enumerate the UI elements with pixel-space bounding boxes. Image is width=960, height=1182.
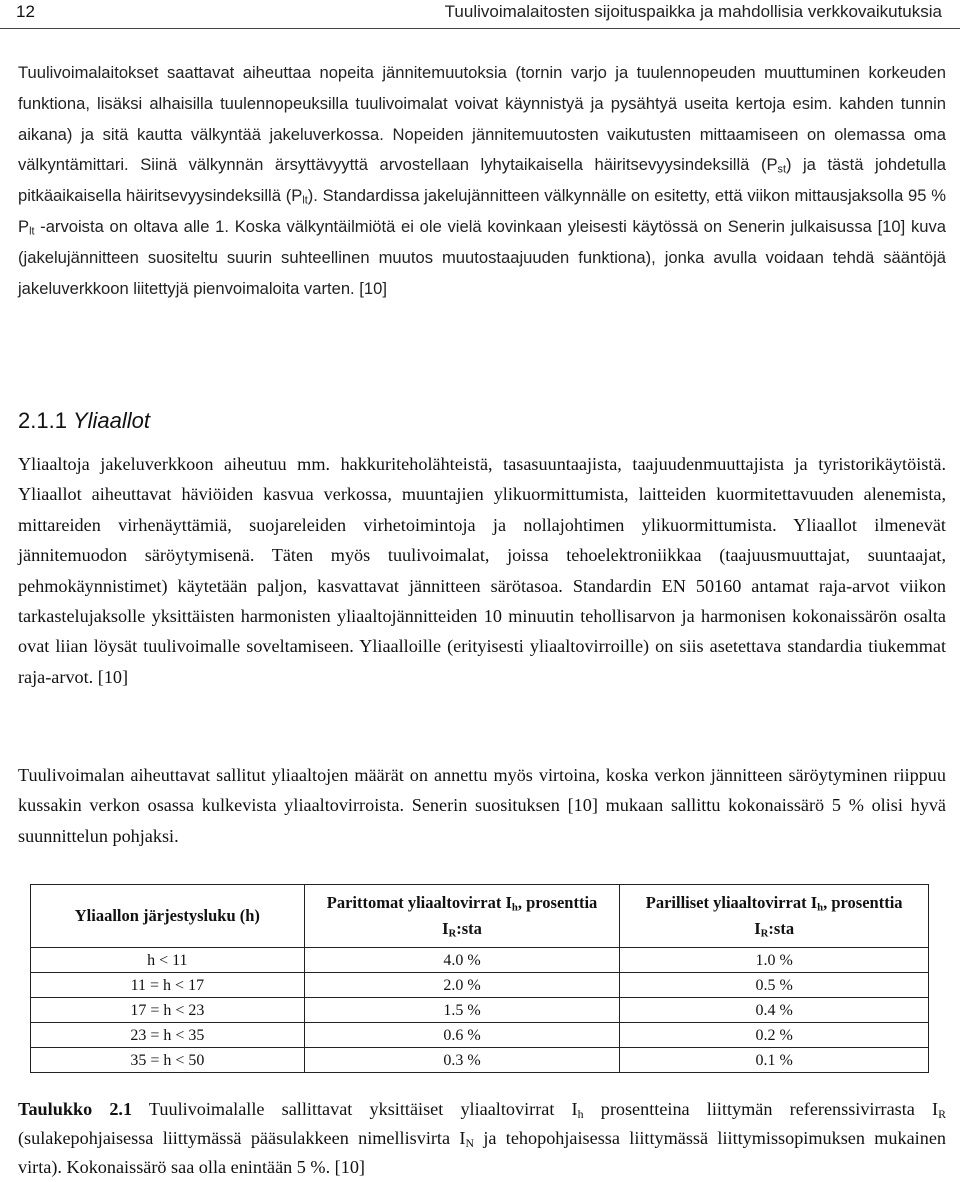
header-text: Parittomat yliaaltovirrat I — [326, 893, 512, 912]
cell-even: 0.2 % — [620, 1023, 929, 1048]
header-sub: R — [760, 927, 769, 940]
section-heading — [18, 408, 150, 434]
caption-label: Taulukko 2.1 — [18, 1099, 133, 1119]
caption-text-3: (sulakepohjaisessa liittymässä pääsulakkeen nimellisvirta I — [18, 1128, 466, 1148]
subscript-st: st — [777, 164, 786, 177]
header-sub: h — [511, 901, 518, 914]
flicker-text-2: ) ja tästä johdetulla pitkäaikaisella häiritsevyysindeksillä (P — [18, 155, 947, 206]
cell-order: 11 = h < 17 — [31, 973, 305, 998]
page-number: 12 — [16, 2, 35, 21]
caption-text-1: Tuulivoimalalle sallittavat yksittäiset yliaaltovirrat I — [132, 1099, 578, 1119]
header-rule — [0, 28, 960, 29]
cell-even: 0.1 % — [620, 1048, 929, 1073]
cell-even: 0.5 % — [620, 973, 929, 998]
table-row — [31, 998, 929, 1023]
header-sub: R — [448, 927, 457, 940]
flicker-text-3: ). Standardissa jakelujännitteen välkynnälle on esitetty, että viikon mittausjaksolla 95 % P — [18, 186, 946, 236]
table-row — [31, 1023, 929, 1048]
table-row — [31, 1048, 929, 1073]
cell-even: 1.0 % — [620, 948, 929, 973]
table-header-row — [31, 885, 929, 948]
caption-text-2: prosentteina liittymän referenssivirrasta I — [583, 1099, 939, 1119]
cell-odd: 4.0 % — [304, 948, 620, 973]
cell-order: 35 = h < 50 — [31, 1048, 305, 1073]
harmonics-paragraph-1: Yliaaltoja jakeluverkkoon aiheutuu mm. hakkuriteholähteistä, tasasuuntaajista, taajuudenmuuttajista ja tyristorikäytöistä. Yliaallot aiheuttavat häviöiden kasvua verkossa, muuntajien ylikuormittumista, laitteiden kuormitettavuuden alenemista, mittareiden virhenäyttämiä, suojareleiden virhetoimintoja ja nollajohtimen ylikuormittumista. Yliaallot ilmenevät jännitemuodon säröytymisenä. Täten myös tuulivoimalat, joissa tehoelektroniikkaa (taajuusmuuttajat, suuntaajat, pehmokäynnistimet) käytetään paljon, kasvattavat jännitteen särötasoa. Standardin EN 50160 antamat raja-arvot viikon tarkastelujaksolle yksittäisten harmonisten yliaaltojännitteiden 10 minuutin tehollisarvon ja harmonisen kokonaissärön osalta ovat liian löysät tuulivoimalle soveltamiseen. Yliaalloille (erityisesti yliaaltovirroille) on siis asetettava standardia tiukemmat raja-arvot. [10] — [18, 454, 946, 687]
running-title: Tuulivoimalaitosten sijoituspaikka ja mahdollisia verkkovaikutuksia — [444, 2, 942, 21]
flicker-text-4: -arvoista on oltava alle 1. Koska välkyntäilmiötä ei ole vielä kovinkaan yleisesti käytössä on Senerin julkaisussa [10] kuva (jakelujännitteen suositeltu suurin suhteellinen muutos muutostaajuuden funktiona), jonka avulla voidaan tehdä sääntöjä jakeluverkkoon liitettyjä pienvoimaloita varten. [10] — [18, 216, 946, 298]
subscript-h: h — [577, 1106, 584, 1121]
cell-even: 0.4 % — [620, 998, 929, 1023]
cell-odd: 2.0 % — [304, 973, 620, 998]
header-text: , prosenttia I — [754, 893, 903, 938]
subscript-lt: lt — [302, 194, 308, 207]
subscript-n: N — [465, 1135, 474, 1150]
subscript-r: R — [938, 1106, 946, 1121]
column-header-odd — [304, 885, 620, 948]
cell-order: h < 11 — [31, 948, 305, 973]
column-header-even — [620, 885, 929, 948]
table-row — [31, 973, 929, 998]
cell-order: 17 = h < 23 — [31, 998, 305, 1023]
harmonics-paragraph-2: Tuulivoimalan aiheuttavat sallitut yliaaltojen määrät on annettu myös virtoina, koska verkon jännitteen säröytyminen riippuu kussakin verkon osassa kulkevista yliaaltovirroista. Senerin suosituksen [10] mukaan sallittu kokonaissärö 5 % olisi hyvä suunnittelun pohjaksi. — [18, 765, 946, 846]
table-row — [31, 948, 929, 973]
header-text: :sta — [768, 919, 795, 938]
header-text: Parilliset yliaaltovirrat I — [645, 893, 818, 912]
section-number: 2.1.1 — [18, 408, 67, 433]
cell-odd: 0.6 % — [304, 1023, 620, 1048]
flicker-paragraph — [18, 58, 946, 304]
header-sub: h — [817, 901, 824, 914]
flicker-text-1: Tuulivoimalaitokset saattavat aiheuttaa nopeita jännitemuutoksia (tornin varjo ja tuulennopeuden muuttuminen korkeuden funktiona, lisäksi alhaisilla tuulennopeuksilla tuulivoimalat voivat käynnistyä ja pysähtyä useita kertoja esim. kahden tunnin aikana) ja sitä kautta välkyntää jakeluverkossa. Nopeiden jännitemuutosten vaikutusten mittaamiseen on olemassa oma välkyntämittari. Siinä välkynnän ärsyttävyyttä arvostellaan lyhytaikaisella häiritsevyysindeksillä (P — [18, 63, 946, 175]
harmonic-limits-table — [30, 884, 929, 1073]
column-header-order: Yliaallon järjestysluku (h) — [31, 885, 305, 948]
cell-odd: 0.3 % — [304, 1048, 620, 1073]
section-title: Yliaallot — [72, 408, 150, 433]
header-text: , prosenttia I — [442, 893, 598, 938]
header-text: :sta — [456, 919, 482, 938]
subscript-lt: lt — [29, 225, 35, 238]
caption-text-4: ja tehopohjaisessa liittymässä liittymissopimuksen mukainen virta). Kokonaissärö saa olla enintään 5 %. [10] — [18, 1128, 946, 1177]
cell-odd: 1.5 % — [304, 998, 620, 1023]
table-caption — [18, 1095, 946, 1182]
page-header — [0, 0, 960, 26]
cell-order: 23 = h < 35 — [31, 1023, 305, 1048]
